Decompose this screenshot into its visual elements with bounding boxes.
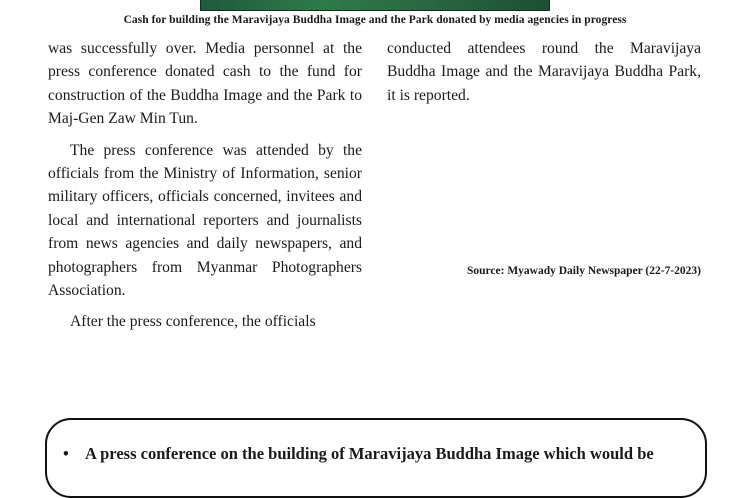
article-column-left bbox=[48, 37, 362, 342]
article-paragraph: The press conference was attended by the officials from the Ministry of Information, senior military officers, officials concerned, invitees and local and international reporters and journalists from news agencies and daily newspapers, and photographers from Myanmar Photographers Association. bbox=[48, 141, 362, 300]
article-paragraph: was successfully over. Media personnel at the press conference donated cash to the fund for construction of the Buddha Image and the Park to Maj-Gen Zaw Min Tun. bbox=[48, 40, 362, 128]
photo-caption: Cash for building the Maravijaya Buddha Image and the Park donated by media agencies in progress bbox=[123, 14, 627, 26]
article-paragraph: After the press conference, the officials bbox=[70, 313, 316, 331]
summary-list-item bbox=[63, 420, 705, 464]
bullet-icon: • bbox=[63, 444, 69, 463]
article-column-right bbox=[387, 37, 701, 115]
article-paragraph: conducted attendees round the Maravijaya Buddha Image and the Maravijaya Buddha Park, it is reported. bbox=[387, 40, 701, 104]
summary-list bbox=[47, 420, 705, 464]
source-citation: Source: Myawady Daily Newspaper (22-7-2023) bbox=[466, 265, 701, 277]
news-photo bbox=[200, 0, 550, 11]
summary-item-text: A press conference on the building of Maravijaya Buddha Image which would be bbox=[85, 444, 654, 463]
summary-box bbox=[45, 418, 707, 498]
